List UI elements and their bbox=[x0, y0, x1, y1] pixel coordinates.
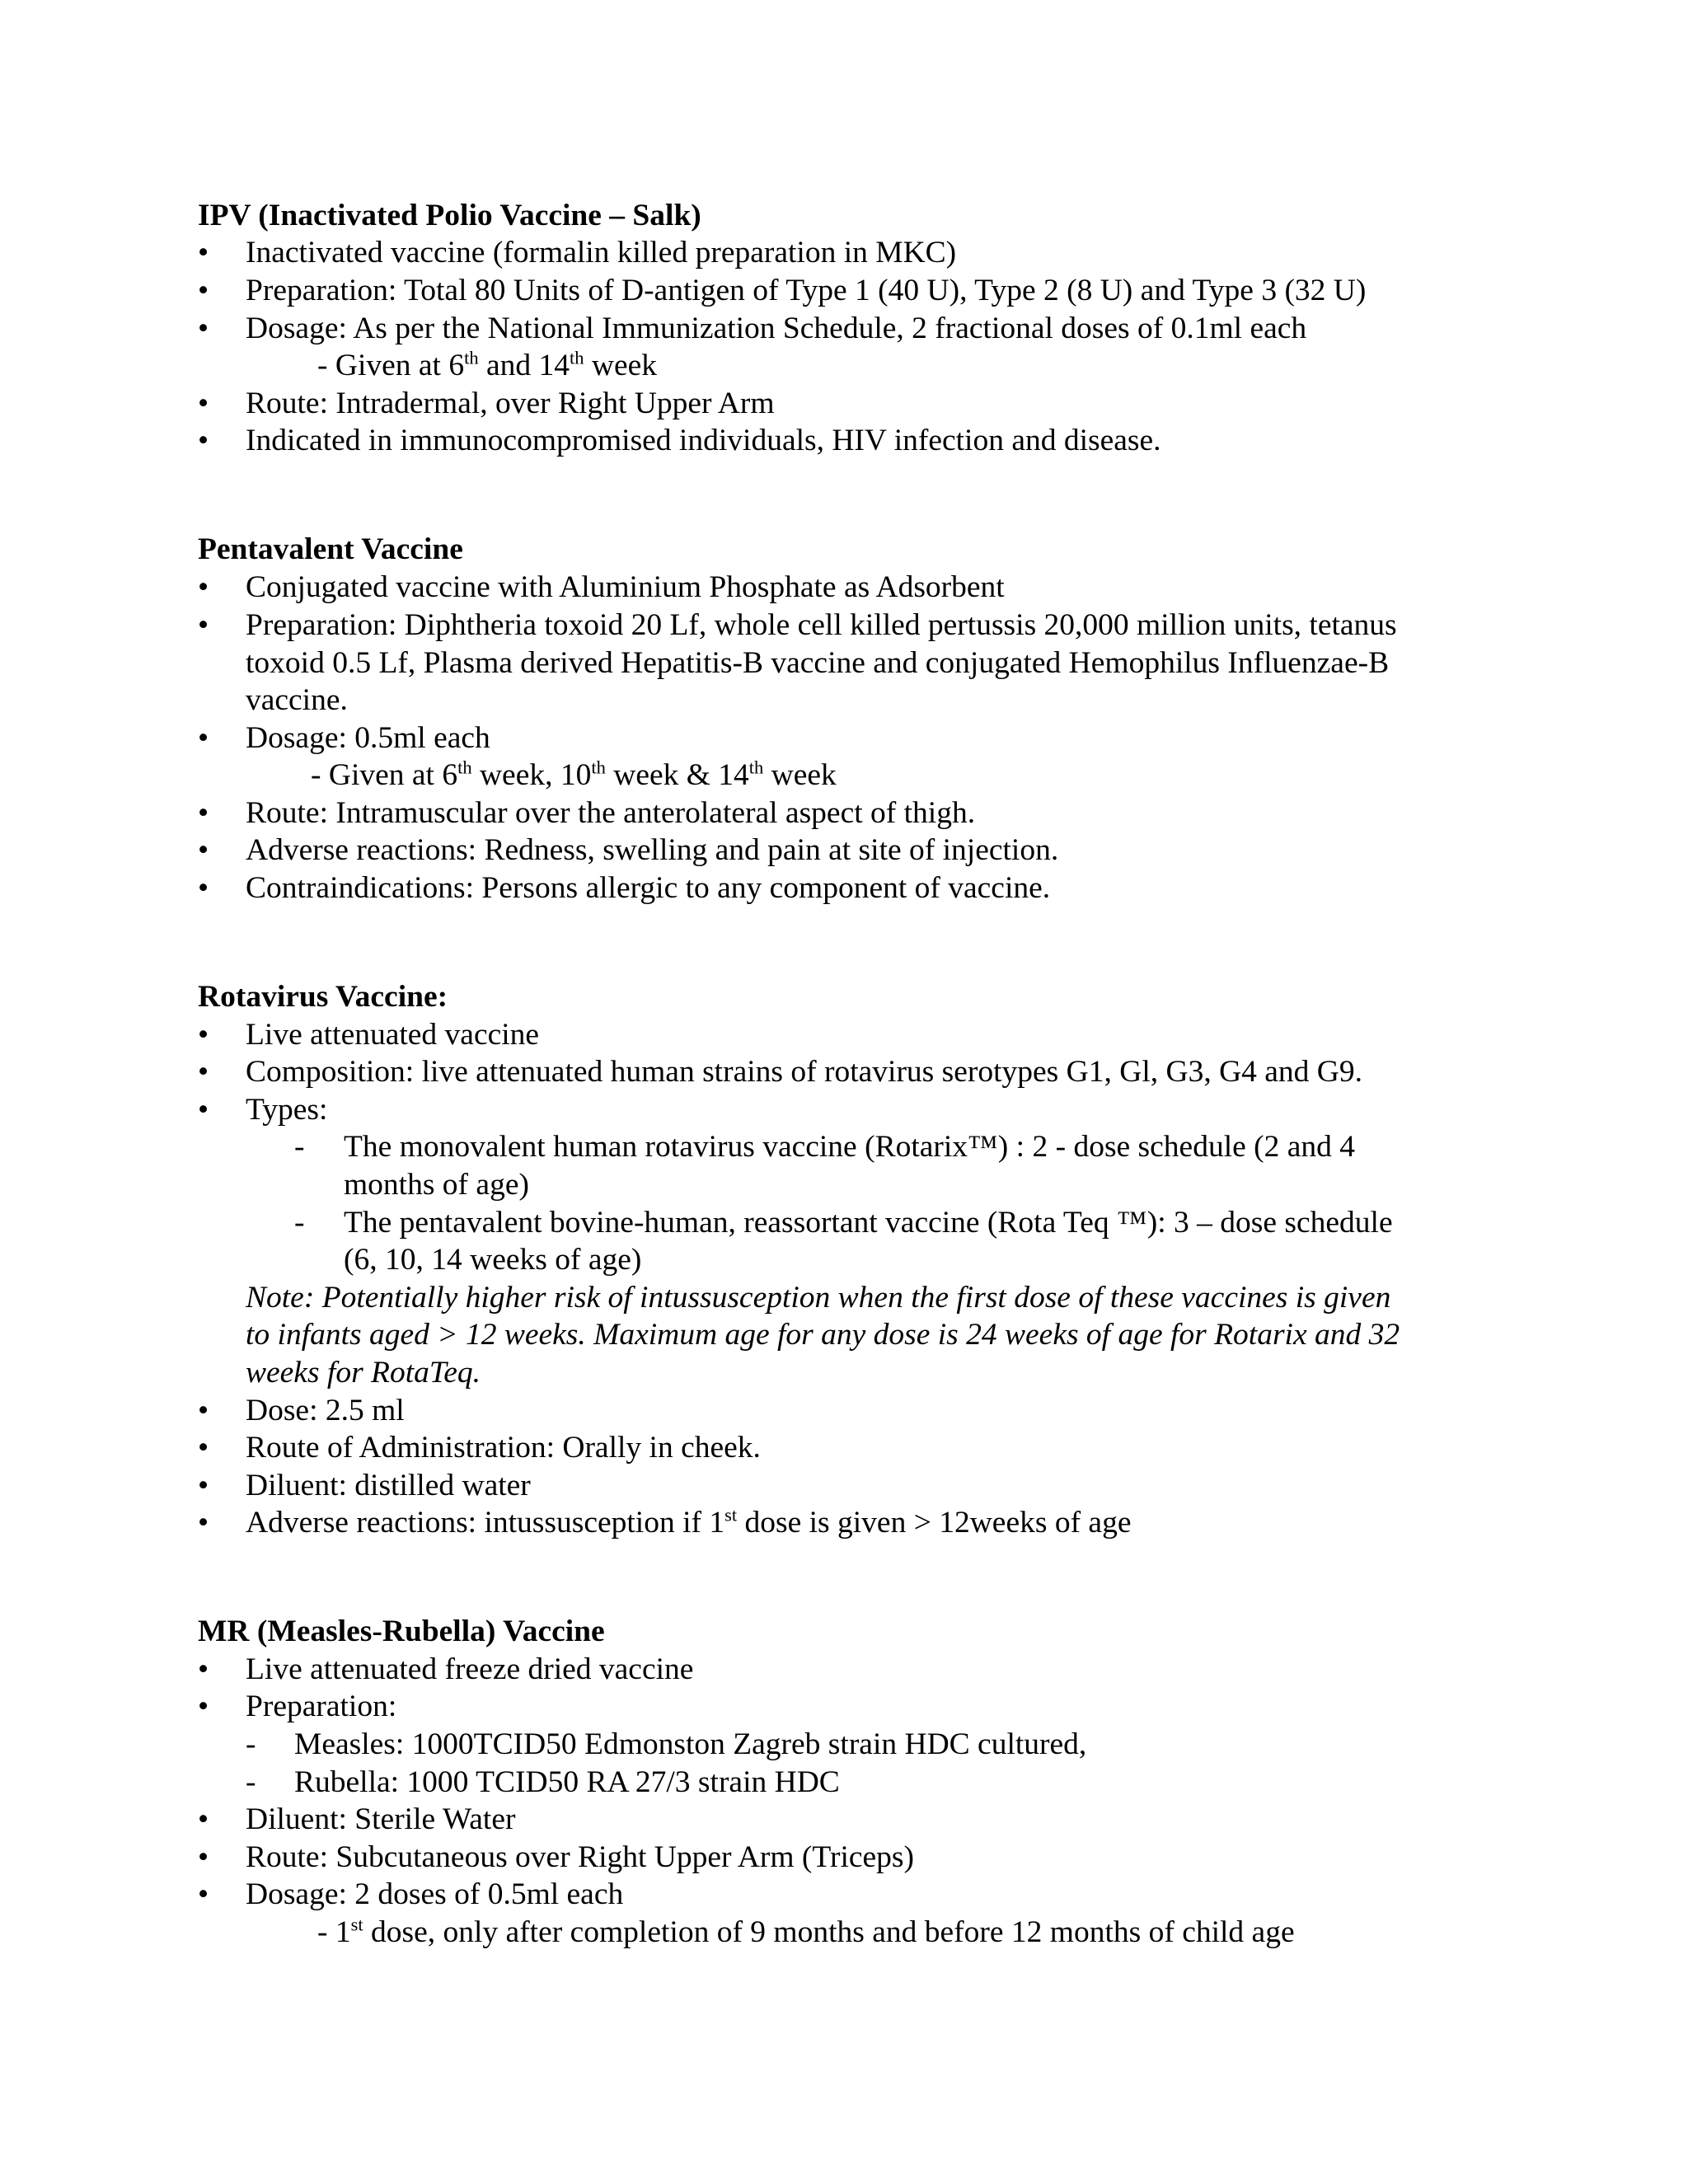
bullet-glyph: • bbox=[198, 721, 209, 755]
note-text: Note: Potentially higher risk of intussusception when the first dose of these vaccines is given bbox=[246, 1281, 1391, 1315]
section-title: Pentavalent Vaccine bbox=[198, 532, 463, 566]
bullet-text: Route of Administration: Orally in cheek. bbox=[246, 1431, 761, 1465]
dash-glyph: - bbox=[294, 1130, 305, 1164]
note-text: to infants aged > 12 weeks. Maximum age for any dose is 24 weeks of age for Rotarix and 32 bbox=[246, 1318, 1400, 1352]
prep-item-text: Rubella: 1000 TCID50 RA 27/3 strain HDC bbox=[294, 1765, 840, 1799]
bullet-text: Live attenuated vaccine bbox=[246, 1018, 540, 1052]
bullet-glyph: • bbox=[198, 1690, 209, 1723]
bullet-text: Preparation: Total 80 Units of D-antigen of Type 1 (40 U), Type 2 (8 U) and Type 3 (32 U) bbox=[246, 274, 1367, 307]
dash-glyph: - bbox=[246, 1765, 256, 1799]
bullet-text: Diluent: distilled water bbox=[246, 1469, 531, 1502]
type-item-text: The pentavalent bovine-human, reassortant vaccine (Rota Teq ™): 3 – dose schedule bbox=[344, 1206, 1393, 1240]
bullet-text: Route: Intradermal, over Right Upper Arm bbox=[246, 387, 775, 420]
bullet-text: Conjugated vaccine with Aluminium Phosphate as Adsorbent bbox=[246, 570, 1005, 604]
bullet-text: Types: bbox=[246, 1093, 328, 1127]
bullet-text: Dose: 2.5 ml bbox=[246, 1394, 405, 1427]
bullet-glyph: • bbox=[198, 274, 209, 307]
bullet-text: Live attenuated freeze dried vaccine bbox=[246, 1652, 694, 1686]
bullet-text: Diluent: Sterile Water bbox=[246, 1802, 516, 1836]
type-item-text: The monovalent human rotavirus vaccine (Rotarix™) : 2 - dose schedule (2 and 4 bbox=[344, 1130, 1356, 1164]
sub-line: - Given at 6th and 14th week bbox=[317, 347, 658, 382]
bullet-glyph: • bbox=[198, 1018, 209, 1052]
bullet-text: Route: Intramuscular over the anterolateral aspect of thigh. bbox=[246, 796, 976, 830]
section-title: IPV (Inactivated Polio Vaccine – Salk) bbox=[198, 199, 701, 232]
type-item-text-cont: (6, 10, 14 weeks of age) bbox=[344, 1243, 642, 1277]
bullet-glyph: • bbox=[198, 570, 209, 604]
bullet-text: Dosage: 2 doses of 0.5ml each bbox=[246, 1877, 624, 1911]
bullet-glyph: • bbox=[198, 1506, 209, 1540]
bullet-glyph: • bbox=[198, 1394, 209, 1427]
bullet-glyph: • bbox=[198, 871, 209, 905]
bullet-text: Indicated in immunocompromised individuals, HIV infection and disease. bbox=[246, 424, 1161, 457]
note-text: weeks for RotaTeq. bbox=[246, 1356, 481, 1390]
bullet-glyph: • bbox=[198, 1652, 209, 1686]
bullet-text: Dosage: 0.5ml each bbox=[246, 721, 490, 755]
sub-line: - Given at 6th week, 10th week & 14th week bbox=[311, 757, 837, 792]
bullet-text: Adverse reactions: Redness, swelling and pain at site of injection. bbox=[246, 833, 1059, 867]
bullet-glyph: • bbox=[198, 1469, 209, 1502]
bullet-text: Inactivated vaccine (formalin killed preparation in MKC) bbox=[246, 236, 957, 269]
dash-glyph: - bbox=[246, 1727, 256, 1761]
bullet-glyph: • bbox=[198, 608, 209, 642]
bullet-glyph: • bbox=[198, 387, 209, 420]
bullet-glyph: • bbox=[198, 1802, 209, 1836]
bullet-text: Adverse reactions: intussusception if 1st dose is given > 12weeks of age bbox=[246, 1504, 1132, 1540]
dash-glyph: - bbox=[294, 1206, 305, 1240]
bullet-glyph: • bbox=[198, 424, 209, 457]
bullet-glyph: • bbox=[198, 1431, 209, 1465]
section-title: Rotavirus Vaccine: bbox=[198, 980, 448, 1014]
bullet-glyph: • bbox=[198, 312, 209, 345]
bullet-glyph: • bbox=[198, 796, 209, 830]
bullet-text: Preparation: Diphtheria toxoid 20 Lf, whole cell killed pertussis 20,000 million units, tetanus bbox=[246, 608, 1397, 642]
bullet-glyph: • bbox=[198, 1840, 209, 1874]
bullet-glyph: • bbox=[198, 1055, 209, 1089]
section-title: MR (Measles-Rubella) Vaccine bbox=[198, 1615, 605, 1648]
bullet-text-cont: vaccine. bbox=[246, 683, 348, 717]
bullet-glyph: • bbox=[198, 833, 209, 867]
bullet-glyph: • bbox=[198, 1877, 209, 1911]
bullet-glyph: • bbox=[198, 1093, 209, 1127]
bullet-text: Contraindications: Persons allergic to any component of vaccine. bbox=[246, 871, 1051, 905]
bullet-glyph: • bbox=[198, 236, 209, 269]
bullet-text: Composition: live attenuated human strains of rotavirus serotypes G1, Gl, G3, G4 and G9. bbox=[246, 1055, 1362, 1089]
bullet-text: Route: Subcutaneous over Right Upper Arm (Triceps) bbox=[246, 1840, 915, 1874]
type-item-text-cont: months of age) bbox=[344, 1168, 529, 1202]
bullet-text: Preparation: bbox=[246, 1690, 397, 1723]
bullet-text: Dosage: As per the National Immunization Schedule, 2 fractional doses of 0.1ml each bbox=[246, 312, 1307, 345]
sub-line: - 1st dose, only after completion of 9 months and before 12 months of child age bbox=[317, 1914, 1295, 1949]
prep-item-text: Measles: 1000TCID50 Edmonston Zagreb strain HDC cultured, bbox=[294, 1727, 1087, 1761]
bullet-text-cont: toxoid 0.5 Lf, Plasma derived Hepatitis-B vaccine and conjugated Hemophilus Influenzae-B bbox=[246, 646, 1390, 680]
